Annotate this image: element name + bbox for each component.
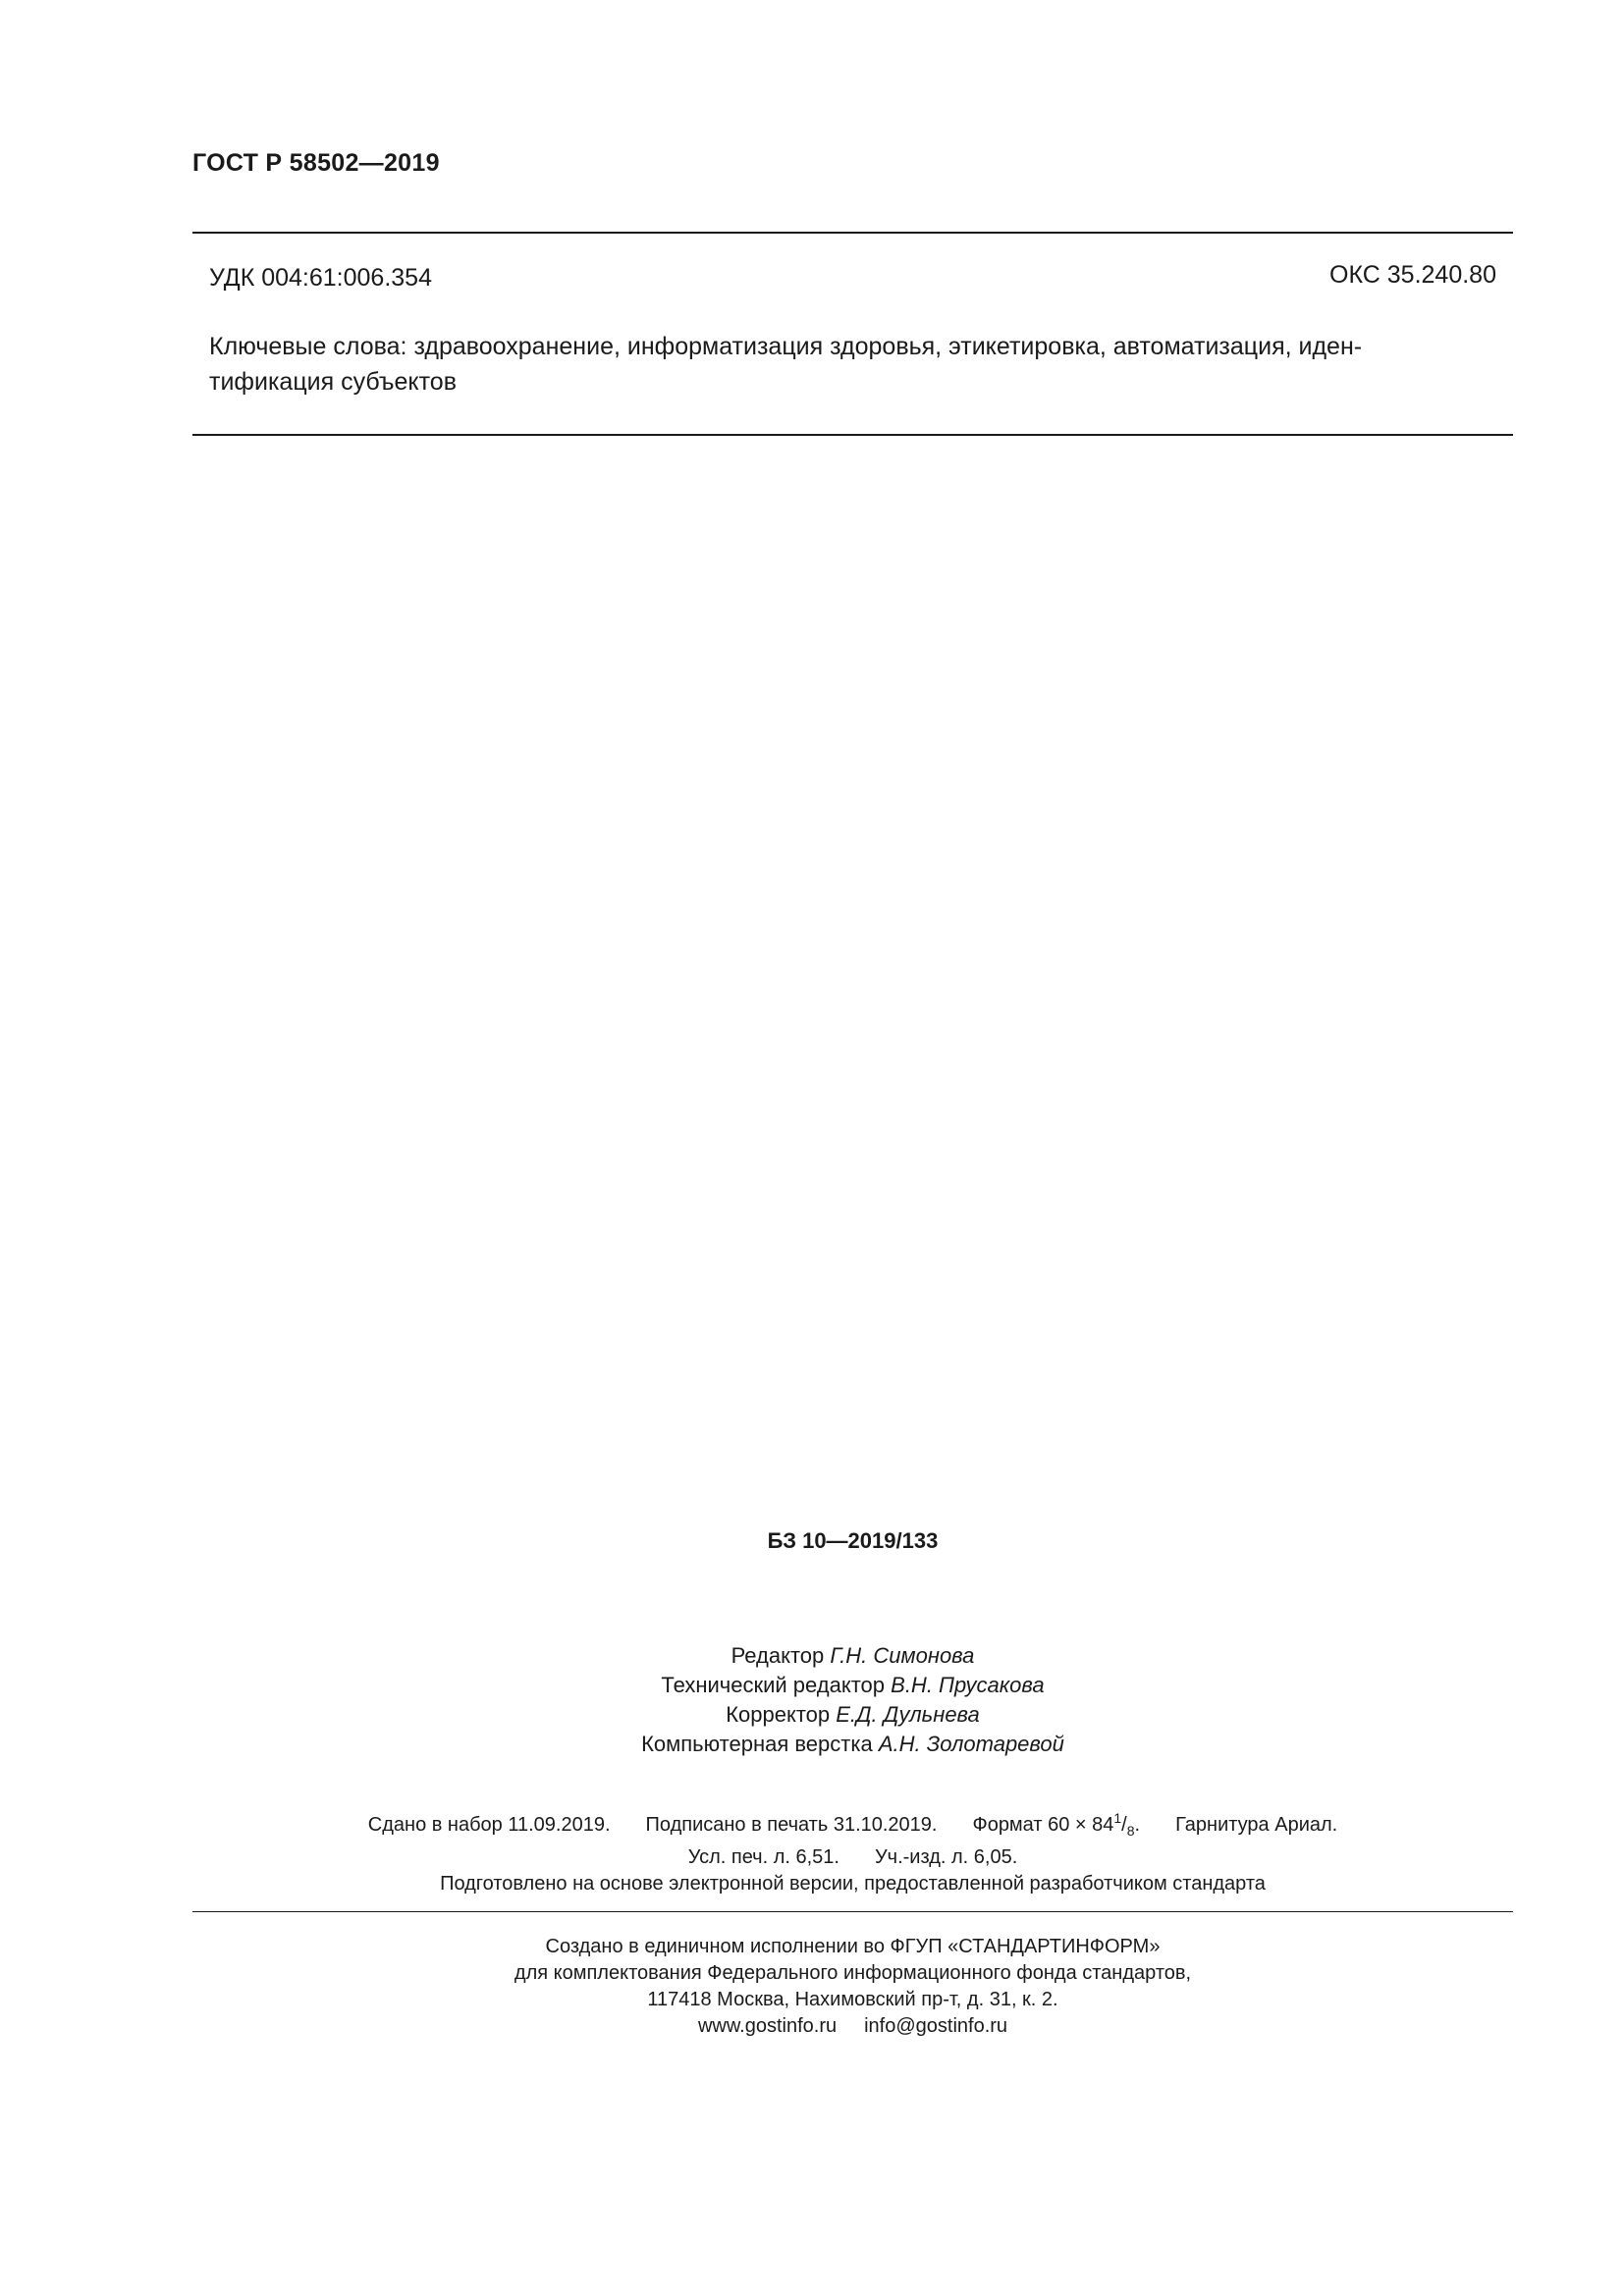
keywords-line-2: тификация субъектов: [209, 368, 457, 396]
submitted-date: Сдано в набор 11.09.2019.: [367, 1814, 611, 1836]
udk-code: УДК 004:61:006.354: [209, 264, 432, 292]
imprint-line-2: [0, 1844, 1624, 1871]
imprint-block: [0, 1805, 1624, 1897]
signed-date: Подписано в печать 31.10.2019.: [645, 1814, 938, 1836]
imprint-line-1: [0, 1805, 1624, 1844]
credit-name: В.Н. Прусакова: [891, 1673, 1045, 1697]
top-divider: [192, 232, 1513, 234]
credit-editor: [0, 1641, 1624, 1671]
credit-role: Редактор: [731, 1643, 831, 1668]
footer-contacts: [0, 2013, 1624, 2040]
credit-role: Корректор: [726, 1702, 837, 1727]
credit-proofreader: [0, 1700, 1624, 1730]
bz-number: БЗ 10—2019/133: [767, 1528, 939, 1553]
credits-block: [0, 1641, 1624, 1759]
footer-line-1: Создано в единичном исполнении во ФГУП «СТАНДАРТИНФОРМ»: [545, 1936, 1161, 1957]
footer-divider: [192, 1911, 1513, 1912]
email-link[interactable]: info@gostinfo.ru: [864, 2015, 1008, 2037]
paper-format: Формат $60 \times 84^1/_8$.: [972, 1810, 1141, 1839]
keywords-divider: [192, 434, 1513, 436]
credit-name: А.Н. Золотаревой: [878, 1732, 1064, 1756]
credit-name: Е.Д. Дульнева: [836, 1702, 980, 1727]
credit-layout: [0, 1730, 1624, 1759]
publisher-sheets: Уч.-изд. л. 6,05.: [874, 1846, 1018, 1868]
credit-role: Компьютерная верстка: [641, 1732, 879, 1756]
typeface: Гарнитура Ариал.: [1175, 1814, 1338, 1836]
credit-name: Г.Н. Симонова: [830, 1643, 975, 1668]
publisher-footer: [0, 1934, 1624, 2040]
website-link[interactable]: www.gostinfo.ru: [697, 2015, 838, 2037]
keywords-line-1: Ключевые слова: здравоохранение, информатизация здоровья, этикетировка, автоматизация, иден-: [209, 333, 1363, 360]
footer-address: 117418 Москва, Нахимовский пр-т, д. 31, к. 2.: [647, 1989, 1058, 2010]
print-sheets: Усл. печ. л. 6,51.: [687, 1846, 839, 1868]
credit-role: Технический редактор: [661, 1673, 892, 1697]
imprint-prepared: Подготовлено на основе электронной версии, предоставленной разработчиком стандарта: [440, 1873, 1266, 1895]
standard-code: ГОСТ Р 58502—2019: [192, 149, 440, 177]
oks-code: ОКС 35.240.80: [1329, 261, 1496, 289]
credit-tech-editor: [0, 1671, 1624, 1700]
footer-line-2: для комплектования Федерального информационного фонда стандартов,: [514, 1962, 1192, 1984]
keywords-text: [209, 329, 1510, 400]
